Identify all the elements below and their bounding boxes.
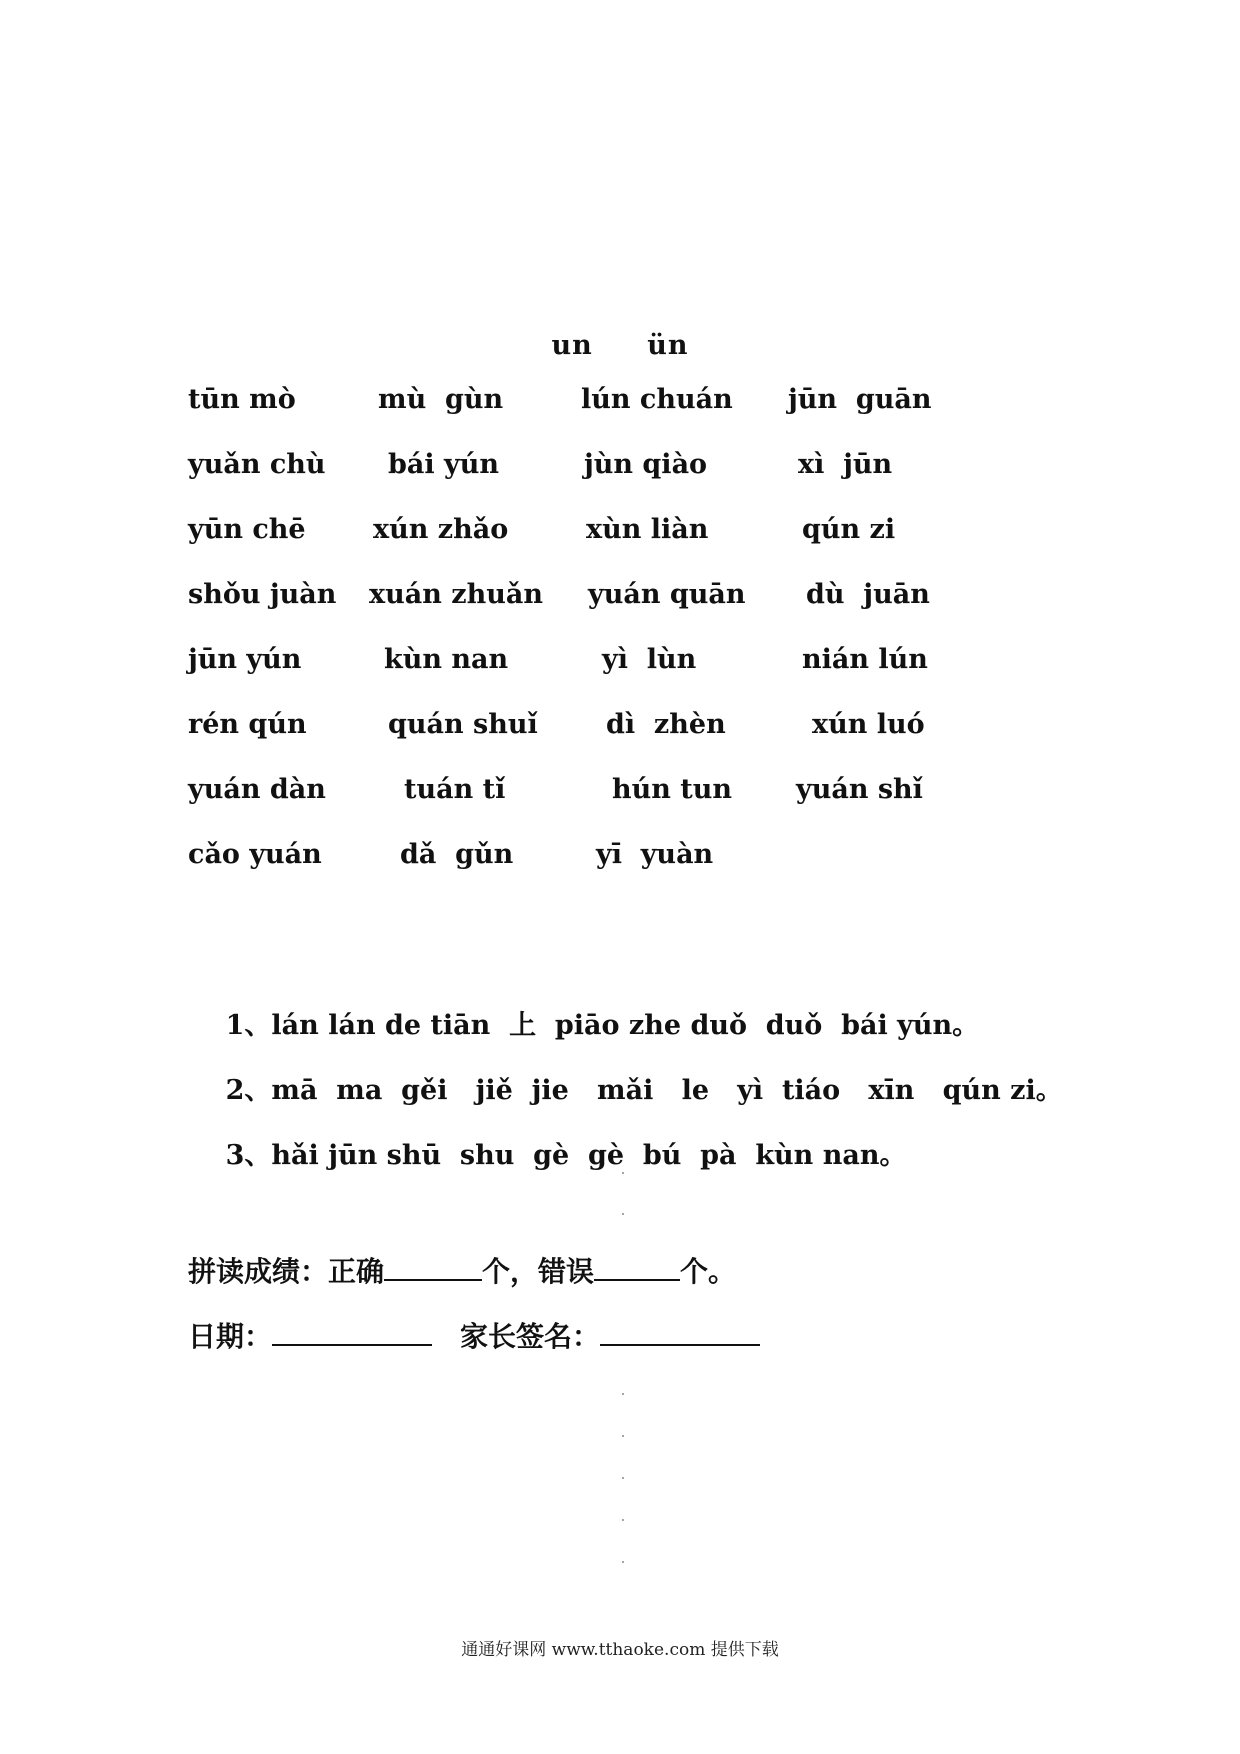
- pinyin-word: yì lùn: [602, 644, 697, 675]
- footer-source: 通通好课网 www.tthaoke.com 提供下载: [461, 1640, 779, 1660]
- scan-dot: [622, 1213, 624, 1215]
- pinyin-word: dù juān: [806, 579, 930, 610]
- word-row: [188, 774, 948, 839]
- pinyin-word: tūn mò: [188, 384, 296, 415]
- scan-dot: [622, 1561, 624, 1563]
- scan-dot: [622, 1477, 624, 1479]
- score-section: [188, 1250, 1088, 1380]
- heading-un-umlaut: ün: [647, 330, 689, 361]
- wrong-count-blank[interactable]: [594, 1255, 680, 1281]
- sentence-number: 2、: [225, 1075, 272, 1106]
- sentence-text: mā ma gěi jiě jie mǎi le yì tiáo xīn qún zi。: [271, 1075, 1063, 1106]
- sentence-number: 3、: [225, 1140, 272, 1171]
- correct-count-blank[interactable]: [384, 1255, 482, 1281]
- score-unit-2: 个。: [680, 1255, 737, 1288]
- sentence-list: [188, 972, 1088, 1171]
- heading-un: un: [551, 330, 593, 361]
- scan-dot: [622, 1393, 624, 1395]
- word-row: [188, 709, 948, 774]
- sentence-number: 1、: [225, 1010, 272, 1041]
- scan-dot: [622, 1435, 624, 1437]
- pinyin-word: yuán shǐ: [796, 774, 923, 805]
- parent-signature-label: 家长签名：: [460, 1320, 601, 1353]
- word-row: [188, 514, 948, 579]
- word-row: [188, 644, 948, 709]
- pinyin-word: xuán zhuǎn: [369, 579, 543, 610]
- pinyin-word: tuán tǐ: [404, 774, 506, 805]
- sentence-3: [188, 1102, 1088, 1171]
- pinyin-word: xùn liàn: [586, 514, 709, 545]
- pinyin-word: lún chuán: [581, 384, 733, 415]
- score-unit-1: 个，错误: [482, 1255, 595, 1288]
- word-row: [188, 449, 948, 514]
- pinyin-word: nián lún: [802, 644, 928, 675]
- pinyin-word: xún zhǎo: [373, 514, 509, 545]
- pinyin-word: yūn chē: [188, 514, 306, 545]
- word-grid: [188, 384, 948, 904]
- scan-dot: [622, 1172, 624, 1174]
- pinyin-word: jùn qiào: [584, 449, 708, 480]
- pinyin-word: dì zhèn: [606, 709, 726, 740]
- pinyin-word: yī yuàn: [596, 839, 714, 870]
- sentence-text: hǎi jūn shū shu gè gè bú pà kùn nan。: [271, 1140, 907, 1171]
- date-blank[interactable]: [272, 1320, 432, 1346]
- pinyin-word: jūn yún: [188, 644, 302, 675]
- pinyin-word: cǎo yuán: [188, 839, 322, 870]
- pinyin-word: kùn nan: [384, 644, 509, 675]
- sentence-2: [188, 1037, 1088, 1106]
- pinyin-word: jūn guān: [788, 384, 932, 415]
- pinyin-word: rén qún: [188, 709, 307, 740]
- parent-signature-blank[interactable]: [600, 1320, 760, 1346]
- word-row: [188, 384, 948, 449]
- pinyin-word: yuán quān: [588, 579, 746, 610]
- page-heading: [0, 330, 1240, 361]
- pinyin-word: yuǎn chù: [188, 449, 326, 480]
- pinyin-word: dǎ gǔn: [400, 839, 514, 870]
- pinyin-word: qún zi: [802, 514, 896, 545]
- word-row: [188, 839, 948, 904]
- word-row: [188, 579, 948, 644]
- pinyin-word: xún luó: [812, 709, 925, 740]
- signature-line: [188, 1315, 1088, 1380]
- pinyin-word: yuán dàn: [188, 774, 326, 805]
- pinyin-word: xì jūn: [798, 449, 893, 480]
- scan-dot: [622, 1519, 624, 1521]
- pinyin-word: shǒu juàn: [188, 579, 337, 610]
- pinyin-word: hún tun: [612, 774, 733, 805]
- date-label: 日期：: [188, 1320, 273, 1353]
- pinyin-word: quán shuǐ: [388, 709, 538, 740]
- score-line: [188, 1250, 1088, 1315]
- sentence-text: lán lán de tiān 上 piāo zhe duǒ duǒ bái yún。: [271, 1010, 980, 1041]
- pinyin-word: mù gùn: [378, 384, 504, 415]
- sentence-1: [188, 972, 1088, 1041]
- score-label: 拼读成绩：正确: [188, 1255, 385, 1288]
- pinyin-word: bái yún: [388, 449, 499, 480]
